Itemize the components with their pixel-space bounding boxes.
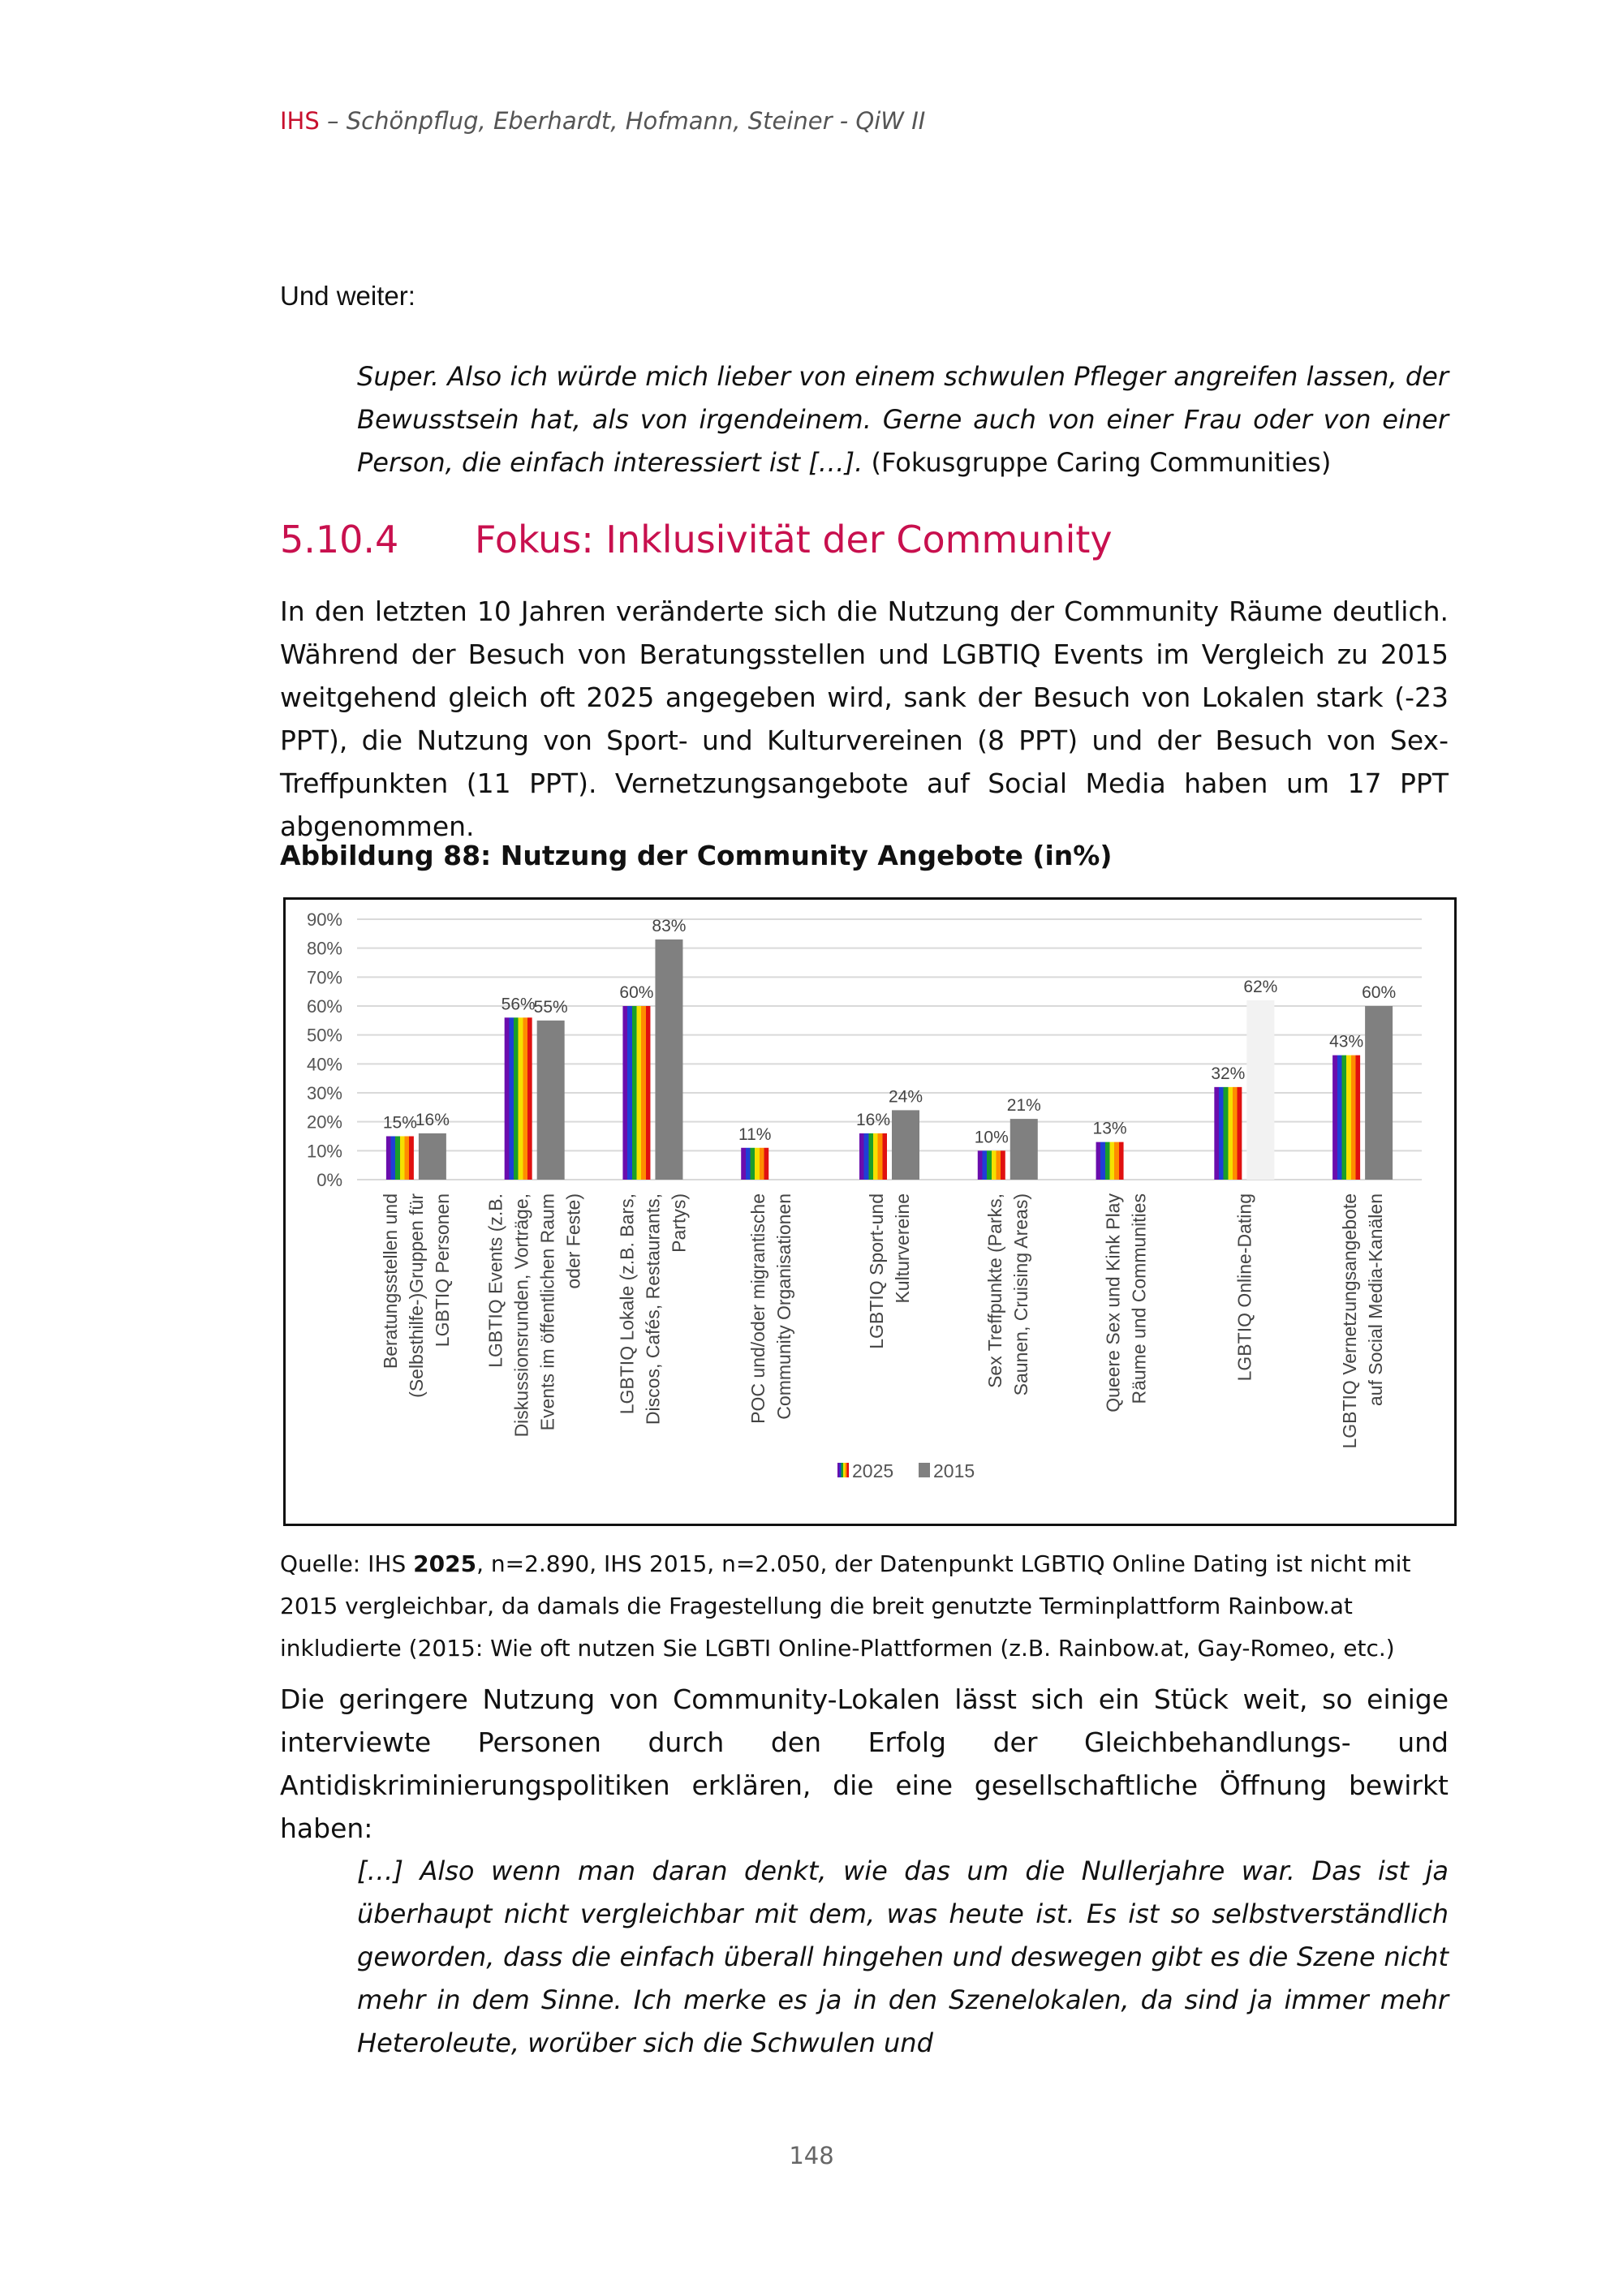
- y-tick-label: 20%: [306, 1111, 342, 1133]
- x-category-label: Diskussionsrunden, Vorträge,: [510, 1193, 532, 1438]
- bar-2025: [1214, 1087, 1242, 1180]
- bar-2025: [505, 1017, 532, 1180]
- data-label: 60%: [619, 983, 654, 1002]
- data-label: 83%: [652, 916, 687, 935]
- x-category-label: Kulturvereine: [892, 1193, 913, 1304]
- x-category-label: Räume und Communities: [1128, 1193, 1150, 1404]
- legend-label-2015: 2015: [933, 1460, 975, 1481]
- y-tick-label: 80%: [306, 938, 342, 959]
- chart-container: [283, 897, 1457, 1526]
- bar-2015: [892, 1110, 919, 1180]
- x-category-label: LGBTIQ Vernetzungsangebote: [1339, 1193, 1361, 1449]
- source-year: 2025: [413, 1550, 477, 1577]
- data-label: 15%: [382, 1113, 417, 1133]
- y-tick-label: 50%: [306, 1025, 342, 1046]
- source-rest: , n=2.890, IHS 2015, n=2.050, der Datenpunkt LGBTIQ Online Dating ist nicht mit 2015 vergleichbar, da damals die Fragestellung die breit genutzte Terminplattform Rainbow.at inkludierte (2015: Wie oft nutzen Sie LGBTI Online-Plattformen (z.B. Rainbow.at, Gay-Romeo, etc.): [280, 1550, 1411, 1662]
- y-tick-label: 90%: [306, 909, 342, 930]
- y-tick-label: 60%: [306, 996, 342, 1017]
- x-category-label: (Selbsthilfe-)Gruppen für: [405, 1193, 427, 1398]
- bar-2025: [859, 1133, 887, 1180]
- x-category-label: LGBTIQ Personen: [431, 1193, 453, 1348]
- bar-2025: [741, 1148, 768, 1180]
- quote-1: [357, 355, 1449, 484]
- data-label: 13%: [1092, 1119, 1127, 1138]
- data-label: 32%: [1211, 1064, 1246, 1083]
- legend-swatch-2015: [919, 1463, 930, 1477]
- x-category-label: Discos, Cafés, Restaurants,: [642, 1193, 664, 1425]
- x-category-label: Queere Sex und Kink Play: [1102, 1193, 1124, 1412]
- x-category-label: LGBTIQ Sport-und: [866, 1193, 887, 1349]
- page-number: 148: [789, 2142, 834, 2169]
- data-label: 10%: [974, 1128, 1009, 1147]
- x-category-label: LGBTIQ Online-Dating: [1233, 1193, 1255, 1382]
- bar-2025: [622, 1006, 650, 1180]
- section-title: Fokus: Inklusivität der Community: [475, 518, 1113, 561]
- data-label: 56%: [501, 995, 536, 1014]
- x-category-label: Partys): [668, 1193, 690, 1253]
- paragraph-2: Die geringere Nutzung von Community-Lokalen lässt sich ein Stück weit, so einige interviewte Personen durch den Erfolg der Gleichbehandlungs- und Antidiskriminierungspolitiken erklären, die eine gesellschaftliche Öffnung bewirkt haben:: [280, 1683, 1449, 1844]
- data-label: 62%: [1243, 977, 1278, 996]
- data-label: 43%: [1329, 1032, 1364, 1051]
- x-category-label: LGBTIQ Lokale (z.B. Bars,: [616, 1193, 638, 1415]
- header-org: IHS: [280, 107, 320, 135]
- data-label: 60%: [1362, 983, 1397, 1002]
- quote-1-text: Super. Also ich würde mich lieber von einem schwulen Pfleger angreifen lassen, der Bewusstsein hat, als von irgendeinem. Gerne auch von einer Frau oder von einer Person, die einfach interessiert ist […].: [357, 361, 1449, 478]
- bar-2015: [419, 1133, 446, 1180]
- running-header: [280, 107, 925, 135]
- x-category-label: LGBTIQ Events (z.B.: [484, 1193, 506, 1368]
- bar-2015: [537, 1021, 565, 1180]
- x-category-label: Community Organisationen: [773, 1193, 795, 1420]
- bar-2015: [655, 939, 682, 1180]
- data-label: 11%: [738, 1124, 772, 1144]
- x-category-label: Saunen, Cruising Areas): [1010, 1193, 1031, 1396]
- bar-chart: [286, 900, 1454, 1524]
- y-tick-label: 40%: [306, 1054, 342, 1075]
- x-category-label: Events im öffentlichen Raum: [536, 1193, 558, 1431]
- quote-1-source: (Fokusgruppe Caring Communities): [871, 447, 1332, 478]
- bar-2025: [386, 1137, 414, 1180]
- x-category-label: Beratungsstellen und: [379, 1193, 401, 1369]
- y-tick-label: 10%: [306, 1141, 342, 1162]
- bar-2025: [978, 1150, 1005, 1180]
- y-tick-label: 0%: [316, 1170, 342, 1190]
- section-heading: [280, 518, 1113, 561]
- bar-2015: [1010, 1119, 1038, 1180]
- bar-2025: [1332, 1056, 1360, 1180]
- data-label: 16%: [415, 1110, 450, 1129]
- x-category-label: auf Social Media-Kanälen: [1365, 1193, 1387, 1407]
- y-tick-label: 30%: [306, 1083, 342, 1103]
- x-category-label: Sex Treffpunkte (Parks,: [984, 1193, 1005, 1388]
- bar-2015: [1365, 1006, 1393, 1180]
- legend-label-2025: 2025: [852, 1460, 894, 1481]
- bar-2025: [1096, 1142, 1124, 1180]
- figure-caption: Abbildung 88: Nutzung der Community Angebote (in%): [280, 840, 1113, 871]
- data-label: 55%: [533, 997, 568, 1017]
- data-label: 24%: [888, 1087, 923, 1107]
- header-authors: – Schönpflug, Eberhardt, Hofmann, Steiner - QiW II: [319, 107, 926, 135]
- paragraph-1: In den letzten 10 Jahren veränderte sich die Nutzung der Community Räume deutlich. Während der Besuch von Beratungsstellen und LGBTIQ Events im Vergleich zu 2015 weitgehend gleich oft 2025 angegeben wird, sank der Besuch von Lokalen stark (-23 PPT), die Nutzung von Sport- und Kulturvereinen (8 PPT) und der Besuch von Sex-Treffpunkten (11 PPT). Vernetzungsangebote auf Social Media haben um 17 PPT abgenommen.: [280, 595, 1449, 842]
- section-number: 5.10.4: [280, 518, 399, 561]
- data-label: 21%: [1006, 1096, 1041, 1116]
- y-tick-label: 70%: [306, 967, 342, 988]
- source-note: [280, 1543, 1449, 1670]
- source-prefix: Quelle: IHS: [280, 1550, 414, 1577]
- x-category-label: POC und/oder migrantische: [747, 1193, 769, 1424]
- quote-2: […] Also wenn man daran denkt, wie das um die Nullerjahre war. Das ist ja überhaupt nicht vergleichbar mit dem, was heute ist. Es ist so selbstverständlich geworden, dass die einfach überall hingehen und deswegen gibt es die Szene nicht mehr in dem Sinne. Ich merke es ja in den Szenelokalen, da sind ja immer mehr Heteroleute, worüber sich die Schwulen und: [357, 1855, 1449, 2058]
- intro-text: Und weiter:: [280, 281, 415, 311]
- bar-2015: [1246, 1000, 1274, 1180]
- legend-swatch-2025: [837, 1463, 849, 1477]
- x-category-label: oder Feste): [562, 1193, 584, 1289]
- data-label: 16%: [855, 1110, 891, 1129]
